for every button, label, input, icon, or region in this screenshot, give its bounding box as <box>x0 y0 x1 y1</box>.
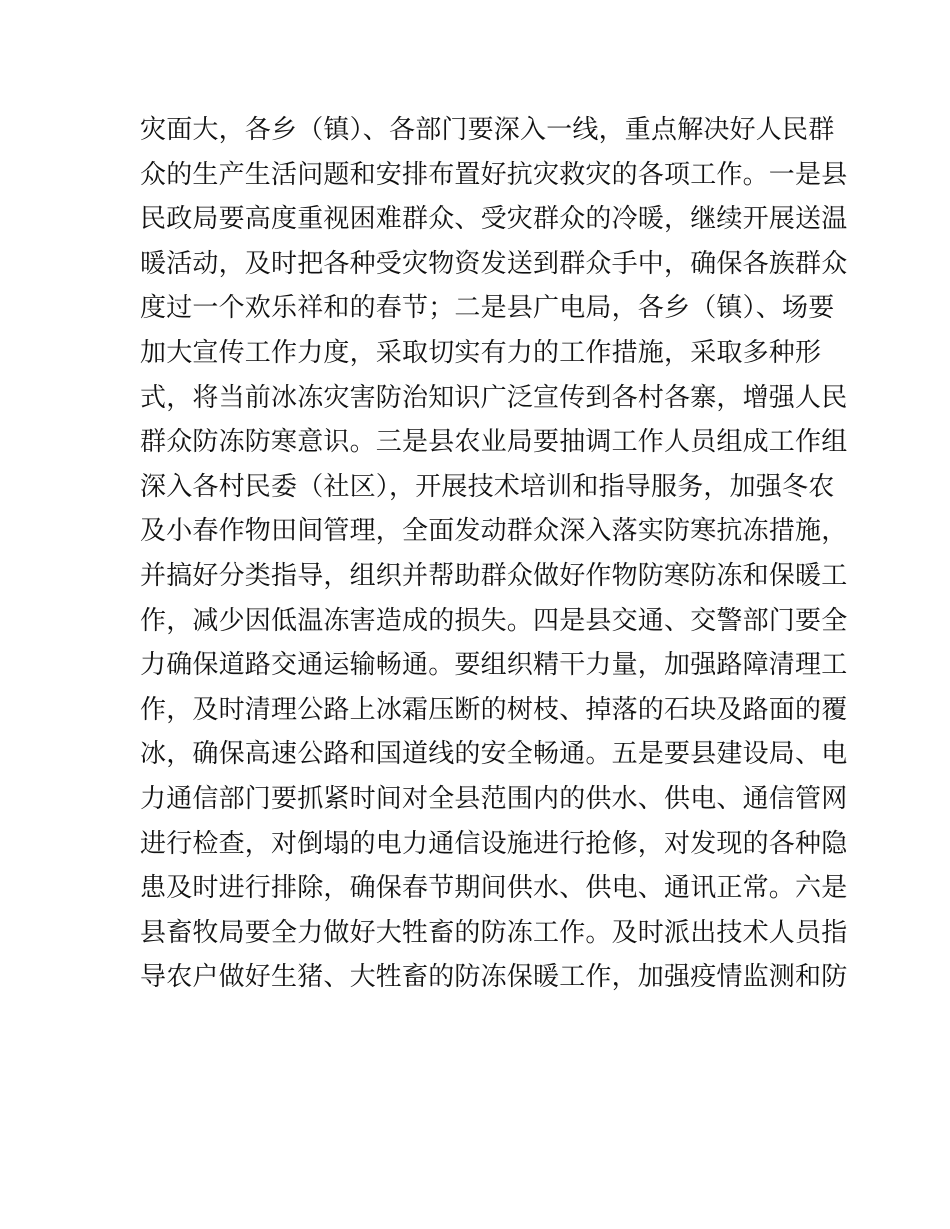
text-line: 暖活动，及时把各种受灾物资发送到群众手中，确保各族群众 <box>140 248 848 279</box>
text-line: 度过一个欢乐祥和的春节；二是县广电局，各乡（镇）、场要 <box>140 293 835 324</box>
text-line: 式，将当前冰冻灾害防治知识广泛宣传到各村各寨，增强人民 <box>140 382 848 413</box>
text-line: 众的生产生活问题和安排布置好抗灾救灾的各项工作。一是县 <box>140 159 848 190</box>
body-text <box>140 108 848 1000</box>
text-line: 及小春作物田间管理，全面发动群众深入落实防寒抗冻措施， <box>140 516 848 547</box>
text-line: 深入各村民委（社区），开展技术培训和指导服务，加强冬农 <box>140 471 835 502</box>
text-line: 患及时进行排除，确保春节期间供水、供电、通讯正常。六是 <box>140 873 848 904</box>
text-line: 灾面大，各乡（镇）、各部门要深入一线，重点解决好人民群 <box>140 115 835 145</box>
text-line: 民政局要高度重视困难群众、受灾群众的冷暖，继续开展送温 <box>140 204 848 235</box>
text-line: 群众防冻防寒意识。三是县农业局要抽调工作人员组成工作组 <box>140 427 848 458</box>
text-line: 作，减少因低温冻害造成的损失。四是县交通、交警部门要全 <box>140 605 848 636</box>
text-line: 冰，确保高速公路和国道线的安全畅通。五是要县建设局、电 <box>140 739 848 770</box>
text-line: 进行检查，对倒塌的电力通信设施进行抢修，对发现的各种隐 <box>140 828 848 859</box>
text-line: 作，及时清理公路上冰霜压断的树枝、掉落的石块及路面的覆 <box>140 694 848 725</box>
text-line: 力确保道路交通运输畅通。要组织精干力量，加强路障清理工 <box>140 650 848 681</box>
text-line: 并搞好分类指导，组织并帮助群众做好作物防寒防冻和保暖工 <box>140 560 848 591</box>
text-line: 加大宣传工作力度，采取切实有力的工作措施，采取多种形 <box>140 337 822 368</box>
text-line: 力通信部门要抓紧时间对全县范围内的供水、供电、通信管网 <box>140 783 848 814</box>
text-line: 县畜牧局要全力做好大牲畜的防冻工作。及时派出技术人员指 <box>140 917 848 948</box>
text-line: 导农户做好生猪、大牲畜的防冻保暖工作，加强疫情监测和防 <box>140 962 848 993</box>
